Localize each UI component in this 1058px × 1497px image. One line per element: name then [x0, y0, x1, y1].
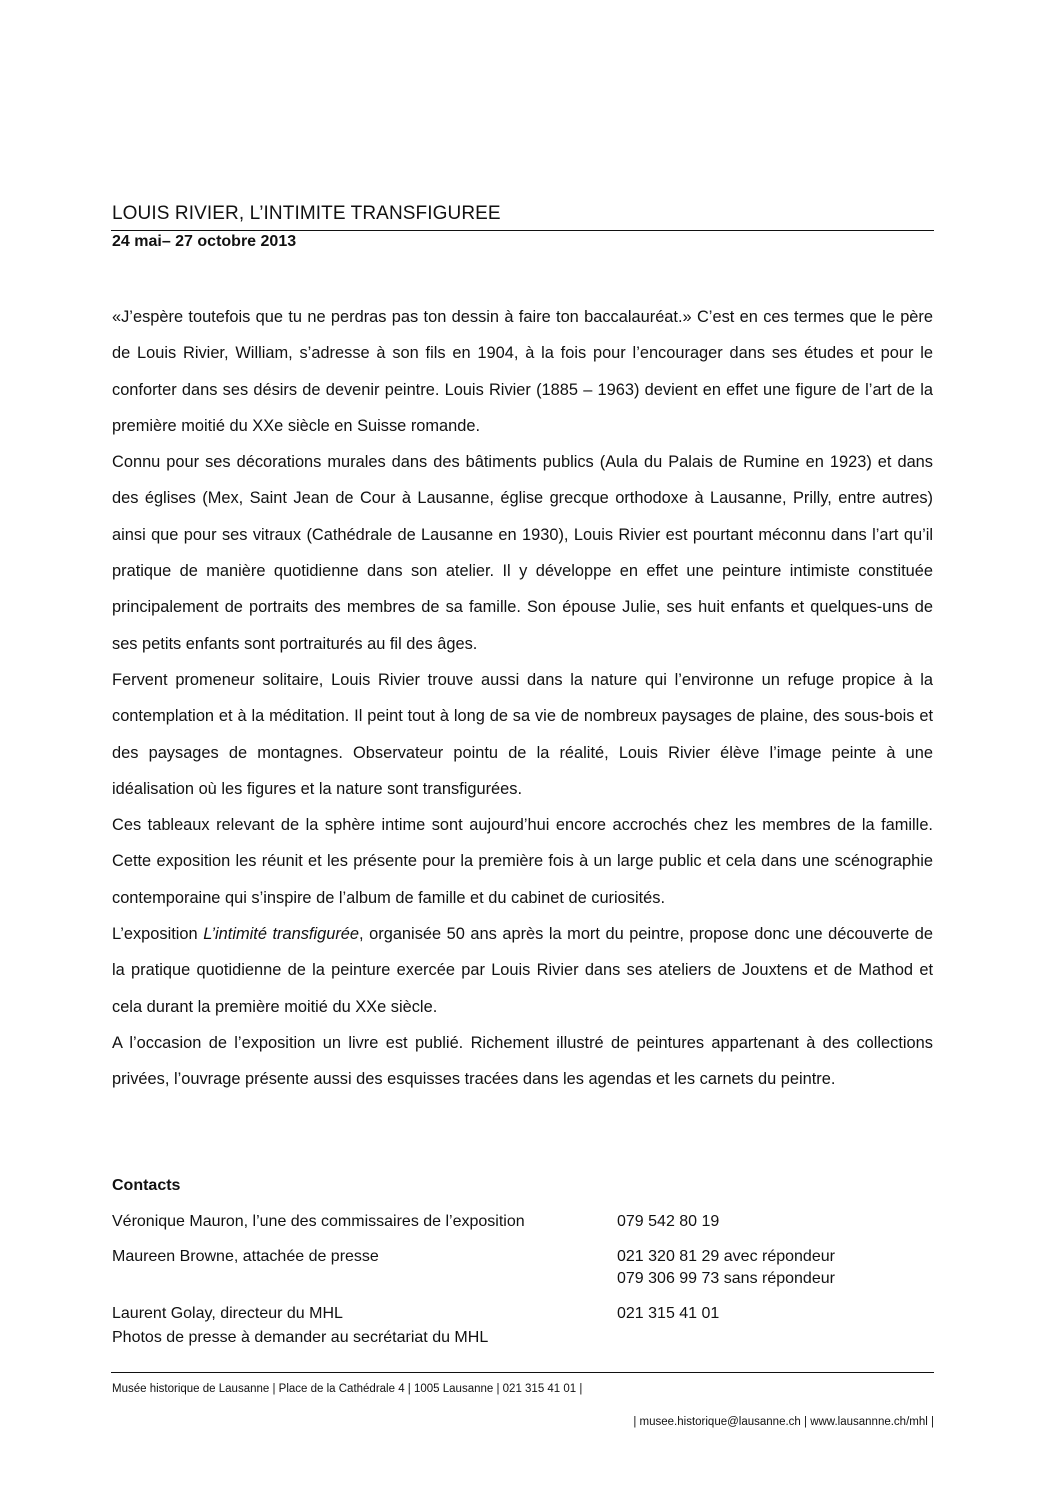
contacts-heading: Contacts	[112, 1177, 181, 1194]
paragraph-intro: «J’espère toutefois que tu ne perdras pas ton dessin à faire ton baccalauréat.» C’est en ces termes que le père de Louis Rivier, William, s’adresse à son fils en 1904, à la fois pour l’encourager dans ses études et pour le conforter dans ses désirs de devenir peintre. Louis Rivier (1885 – 1963) devient en effet une figure de l’art de la première moitié du XXe siècle en Suisse romande.	[112, 308, 933, 435]
contact-name: Véronique Mauron, l’une des commissaires de l’exposition	[112, 1213, 525, 1230]
paragraph-title-work	[112, 916, 933, 1025]
title-divider	[111, 230, 934, 231]
exhibition-title-italic: L’intimité transfigurée	[203, 925, 360, 944]
paragraph-book: A l’occasion de l’exposition un livre est publié. Richement illustré de peintures appartenant à des collections privées, l’ouvrage présente aussi des esquisses tracées dans les agendas et les carnets du peintre.	[112, 1033, 933, 1089]
contact-phone: 021 315 41 01	[617, 1305, 720, 1322]
paragraph-nature: Fervent promeneur solitaire, Louis Rivier trouve aussi dans la nature qui l’environne un refuge propice à la contemplation et à la méditation. Il peint tout à long de sa vie de nombreux paysages de plaine, des sous-bois et des paysages de montagnes. Observateur pointu de la réalité, Louis Rivier élève l’image peinte à une idéalisation où les figures et la nature sont transfigurées.	[112, 670, 933, 798]
paragraph-murals: Connu pour ses décorations murales dans des bâtiments publics (Aula du Palais de Rumine en 1923) et dans des églises (Mex, Saint Jean de Cour à Lausanne, église grecque orthodoxe à Lausanne, Prilly, entre autres) ainsi que pour ses vitraux (Cathédrale de Lausanne en 1930), Louis Rivier est pourtant méconnu dans l’art qu’il pratique de manière quotidienne dans son atelier. Il y développe en effet une peinture intimiste constituée principalement de portraits des membres de sa famille. Son épouse Julie, ses huit enfants et quelques-uns de ses petits enfants sont portraiturés au fil des âges.	[112, 453, 933, 653]
contact-phone-secondary: 079 306 99 73 sans répondeur	[617, 1270, 835, 1287]
paragraph-exhibition: Ces tableaux relevant de la sphère intime sont aujourd’hui encore accrochés chez les membres de la famille. Cette exposition les réunit et les présente pour la première fois à un large public et cela dans une scénographie contemporaine qui s’inspire de l’album de famille et du cabinet de curiosités.	[112, 816, 933, 907]
contact-phone: 079 542 80 19	[617, 1213, 720, 1230]
contact-name: Maureen Browne, attachée de presse	[112, 1248, 379, 1265]
footer-address: Musée historique de Lausanne | Place de la Cathédrale 4 | 1005 Lausanne | 021 315 41 01 |	[112, 1383, 583, 1395]
paragraph-title-work-before: L’exposition	[112, 925, 204, 944]
footer-divider	[111, 1372, 934, 1373]
exhibition-dates: 24 mai– 27 octobre 2013	[112, 233, 297, 250]
contact-name: Laurent Golay, directeur du MHL	[112, 1305, 343, 1322]
contact-phone: 021 320 81 29 avec répondeur	[617, 1248, 835, 1265]
body-text	[112, 299, 933, 1098]
paragraph-title-work-after: , organisée 50 ans après la mort du peintre, propose donc une découverte de la pratique quotidienne de la peinture exercée par Louis Rivier dans ses ateliers de Jouxtens et de Mathod et cela durant la première moitié du XXe siècle.	[112, 925, 933, 1016]
footer-web-contact: | musee.historique@lausanne.ch | www.lausannne.ch/mhl |	[633, 1416, 934, 1428]
contact-note: Photos de presse à demander au secrétariat du MHL	[112, 1329, 489, 1346]
document-title: LOUIS RIVIER, L’INTIMITE TRANSFIGUREE	[112, 203, 501, 224]
